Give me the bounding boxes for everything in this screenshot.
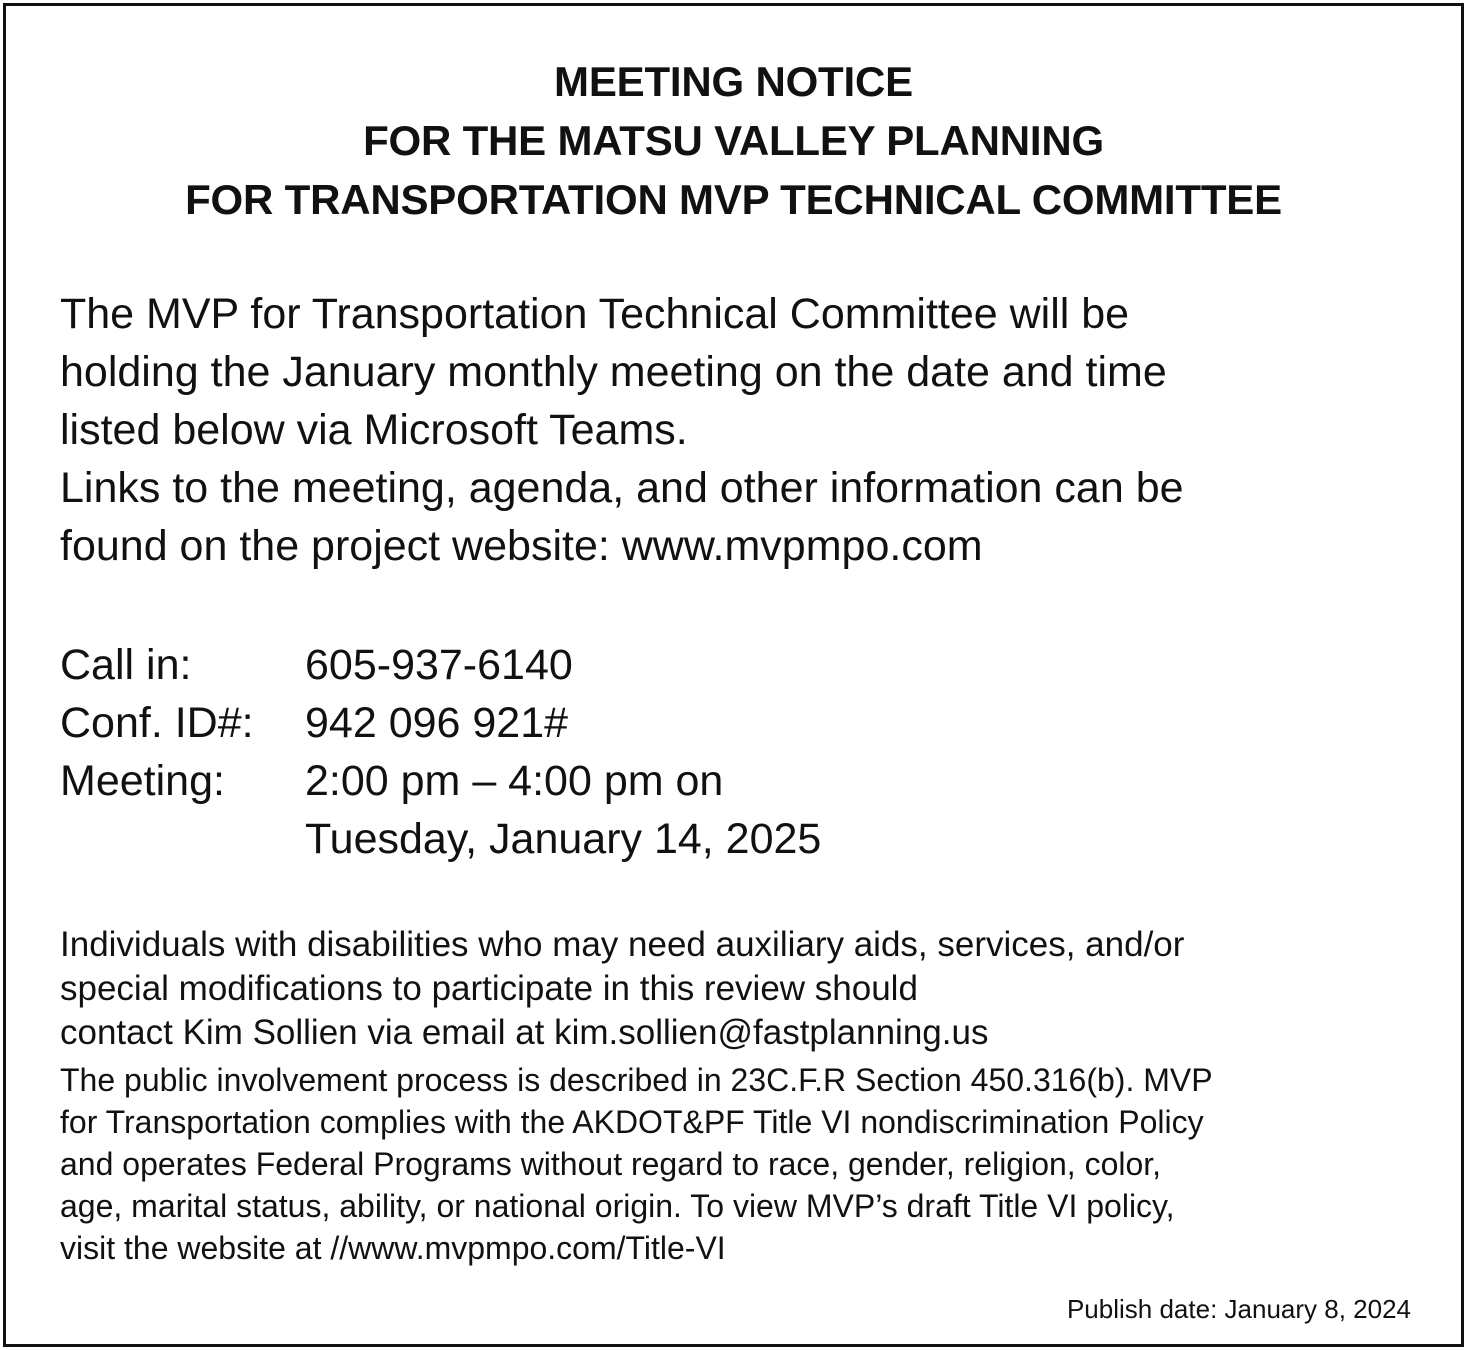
title-line-2: FOR THE MATSU VALLEY PLANNING — [363, 117, 1104, 164]
policy-line-5: visit the website at //www.mvpmpo.com/Title-VI — [60, 1230, 726, 1266]
publish-date: Publish date: January 8, 2024 — [1066, 1294, 1411, 1324]
conf-id-row — [60, 694, 821, 752]
accessibility-line-3: contact Kim Sollien via email at kim.sollien@fastplanning.us — [60, 1013, 989, 1052]
meeting-row — [60, 752, 821, 810]
intro-line-3: listed below via Microsoft Teams. — [60, 406, 688, 454]
policy-line-4: age, marital status, ability, or national origin. To view MVP’s draft Title VI policy, — [60, 1188, 1175, 1224]
accessibility-line-2: special modifications to participate in this review should — [60, 969, 918, 1008]
intro-line-5: found on the project website: www.mvpmpo.com — [60, 522, 983, 570]
call-in-label: Call in: — [60, 641, 192, 689]
meeting-time: 2:00 pm – 4:00 pm on — [305, 757, 724, 805]
accessibility-line-1: Individuals with disabilities who may need auxiliary aids, services, and/or — [60, 925, 1185, 964]
call-in-row — [60, 636, 821, 694]
intro-line-1: The MVP for Transportation Technical Committee will be — [60, 290, 1130, 338]
meeting-label: Meeting: — [60, 757, 225, 805]
policy-line-3: and operates Federal Programs without regard to race, gender, religion, color, — [60, 1146, 1162, 1182]
title-vi-policy-paragraph — [60, 1059, 1213, 1269]
conf-id-label: Conf. ID#: — [60, 699, 254, 747]
conf-id-value: 942 096 921# — [305, 699, 569, 747]
notice-title — [6, 52, 1461, 229]
meeting-date: Tuesday, January 14, 2025 — [305, 815, 822, 863]
accessibility-paragraph — [60, 923, 1184, 1055]
meeting-date-row — [60, 810, 821, 868]
policy-line-2: for Transportation complies with the AKDOT&PF Title VI nondiscrimination Policy — [60, 1104, 1204, 1140]
title-line-3: FOR TRANSPORTATION MVP TECHNICAL COMMITTEE — [185, 176, 1282, 223]
policy-line-1: The public involvement process is described in 23C.F.R Section 450.316(b). MVP — [60, 1062, 1213, 1098]
intro-line-4: Links to the meeting, agenda, and other information can be — [60, 464, 1184, 512]
meeting-notice — [3, 3, 1464, 1347]
meeting-details — [60, 636, 821, 868]
call-in-number: 605-937-6140 — [305, 641, 573, 689]
intro-paragraph — [60, 285, 1440, 575]
intro-line-2: holding the January monthly meeting on the date and time — [60, 348, 1167, 396]
title-line-1: MEETING NOTICE — [554, 58, 913, 105]
